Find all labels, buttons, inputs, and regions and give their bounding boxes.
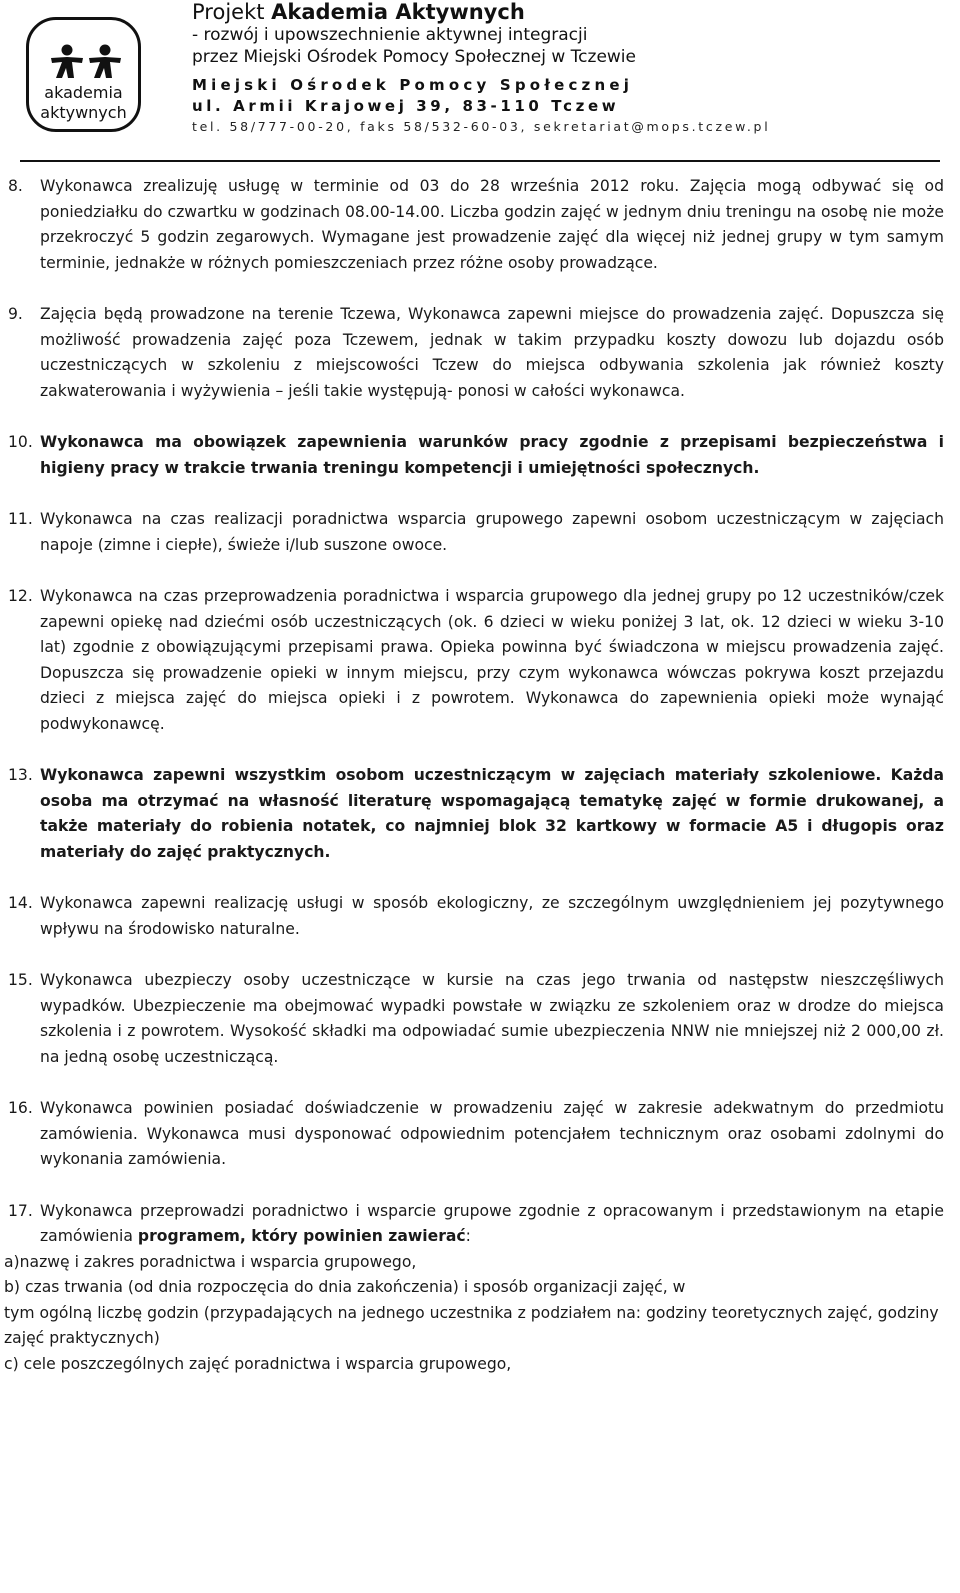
list-item xyxy=(0,584,944,737)
item-number: 13. xyxy=(8,766,33,784)
item-number: 14. xyxy=(8,894,33,912)
akademia-logo xyxy=(26,17,141,132)
org-name: Miejski Ośrodek Pomocy Społecznej xyxy=(192,76,634,94)
letterhead-text xyxy=(192,0,952,137)
figures-logo-icon xyxy=(47,44,125,80)
header-divider xyxy=(20,160,940,162)
list-item xyxy=(0,507,944,558)
item-number: 15. xyxy=(8,971,33,989)
item-text-regular: Wykonawca przeprowadzi poradnictwo i wsparcie grupowe zgodnie z opracowanym i przedstawionym na etapie zamówienia xyxy=(40,1201,944,1245)
subitem-b-line-2: tym ogólną liczbę godzin (przypadających na jednego uczestnika z podziałem na: godziny teoretycznych zajęć, godziny zajęć praktycznych) xyxy=(4,1303,939,1347)
list-item xyxy=(0,1096,944,1173)
item-text: Wykonawca ubezpieczy osoby uczestniczące w kursie na czas jego trwania od następstw nieszczęśliwych wypadków. Ubezpieczenie ma obejmować wypadki powstałe w związku ze szkoleniem oraz w drodze do miejsca szkolenia i z powrotem. Wysokość składki ma odpowiadać sumie ubezpieczenia NNW nie mniejszej niż 2 000,00 zł. na jedną osobę uczestniczącą. xyxy=(40,971,944,1066)
subitem-c: c) cele poszczególnych zajęć poradnictwa i wsparcia grupowego, xyxy=(4,1354,512,1373)
org-contact: tel. 58/777-00-20, faks 58/532-60-03, sekretariat@mops.tczew.pl xyxy=(192,119,771,134)
item-number: 17. xyxy=(8,1201,33,1220)
item-text-bold: Wykonawca zapewni wszystkim osobom uczestniczącym w zajęciach materiały szkoleniowe. Każda osoba ma otrzymać na własność literaturę wspomagającą tematykę zajęć w formie drukowanej, a także materiały do robienia notatek, co najmniej blok 32 kartkowy w formacie A5 i długopis oraz materiały do zajęć praktycznych. xyxy=(40,766,944,861)
subtitle-line-2: przez Miejski Ośrodek Pomocy Społecznej w Tczewie xyxy=(192,47,636,67)
list-item xyxy=(0,891,944,942)
item-text xyxy=(40,1199,944,1250)
list-item xyxy=(0,174,944,276)
item-text: Wykonawca zapewni realizację usługi w sposób ekologiczny, ze szczególnym uwzględnieniem jej pozytywnego wpływu na środowisko naturalne. xyxy=(40,894,944,938)
org-address: ul. Armii Krajowej 39, 83-110 Tczew xyxy=(192,97,620,115)
project-prefix: Projekt xyxy=(192,0,265,24)
list-item xyxy=(0,1199,944,1250)
list-item xyxy=(0,763,944,865)
item-text: Wykonawca na czas przeprowadzenia poradnictwa i wsparcia grupowego dla jednej grupy po 12 uczestników/czek zapewni opiekę nad dziećmi osób uczestniczących (ok. 6 dzieci w wieku poniżej 3 lat, ok. 12 dzieci w wieku 3-10 lat) zgodnie z obowiązującymi przepisami prawa. Opieka powinna być świadczona w miejscu prowadzenia zajęć. Dopuszcza się prowadzenie opieki w innym miejscu, przy czym wykonawca wówczas pokrywa koszt przejazdu dzieci z miejsca zajęć do miejsca opieki i z powrotem. Wykonawca do zapewnienia opieki może wynająć podwykonawcę. xyxy=(40,587,944,733)
list-item xyxy=(0,968,944,1070)
letterhead xyxy=(0,0,960,162)
item-text-bold: Wykonawca ma obowiązek zapewnienia warunków pracy zgodnie z przepisami bezpieczeństwa i higieny pracy w trakcie trwania treningu kompetencji i umiejętności społecznych. xyxy=(40,433,944,477)
project-title xyxy=(192,0,952,24)
item-number: 9. xyxy=(8,305,23,323)
item-text-tail: : xyxy=(465,1227,471,1245)
sublist xyxy=(4,1250,944,1378)
item-number: 8. xyxy=(8,177,23,195)
list-item xyxy=(0,302,944,404)
logo-line-2: aktywnych xyxy=(40,103,127,122)
subtitle-line-1: - rozwój i upowszechnienie aktywnej integracji xyxy=(192,25,588,45)
item-number: 16. xyxy=(8,1099,33,1117)
list-item xyxy=(0,430,944,481)
item-text: Wykonawca powinien posiadać doświadczenie w prowadzeniu zajęć w zakresie adekwatnym do przedmiotu zamówienia. Wykonawca musi dysponować odpowiednim potencjałem technicznym oraz osobami zdolnymi do wykonania zamówienia. xyxy=(40,1099,944,1168)
item-number: 11. xyxy=(8,510,33,528)
item-number: 10. xyxy=(8,433,33,451)
project-name: Akademia Aktywnych xyxy=(271,0,525,24)
logo-text xyxy=(29,83,138,123)
item-text: Wykonawca zrealizuję usługę w terminie od 03 do 28 września 2012 roku. Zajęcia mogą odbywać się od poniedziałku do czwartku w godzinach 08.00-14.00. Liczba godzin zajęć w jednym dniu treningu na osobę nie może przekroczyć 5 godzin zegarowych. Wymagane jest prowadzenie zajęć dla więcej niż jednej grupy w tym samym terminie, jednakże w różnych pomieszczeniach przez różne osoby prowadzące. xyxy=(40,177,944,272)
logo-line-1: akademia xyxy=(44,83,123,102)
item-text: Zajęcia będą prowadzone na terenie Tczewa, Wykonawca zapewni miejsce do prowadzenia zajęć. Dopuszcza się możliwość prowadzenia zajęć poza Tczewem, jednak w takim przypadku koszty dowozu lub dojazdu osób uczestniczących w szkoleniu z miejscowości Tczew do miejsca odbywania szkolenia jak również koszty zakwaterowania i wyżywienia – jeśli takie występują- ponosi w całości wykonawca. xyxy=(40,305,944,400)
document-body xyxy=(0,174,944,1377)
item-text: Wykonawca na czas realizacji poradnictwa wsparcia grupowego zapewni osobom uczestniczącym w zajęciach napoje (zimne i ciepłe), świeże i/lub suszone owoce. xyxy=(40,510,944,554)
item-text-bold: programem, który powinien zawierać xyxy=(137,1227,466,1245)
subitem-a: a)nazwę i zakres poradnictwa i wsparcia grupowego, xyxy=(4,1252,417,1271)
subitem-b-line-1: b) czas trwania (od dnia rozpoczęcia do dnia zakończenia) i sposób organizacji zajęć, w xyxy=(4,1278,686,1296)
item-number: 12. xyxy=(8,587,33,605)
